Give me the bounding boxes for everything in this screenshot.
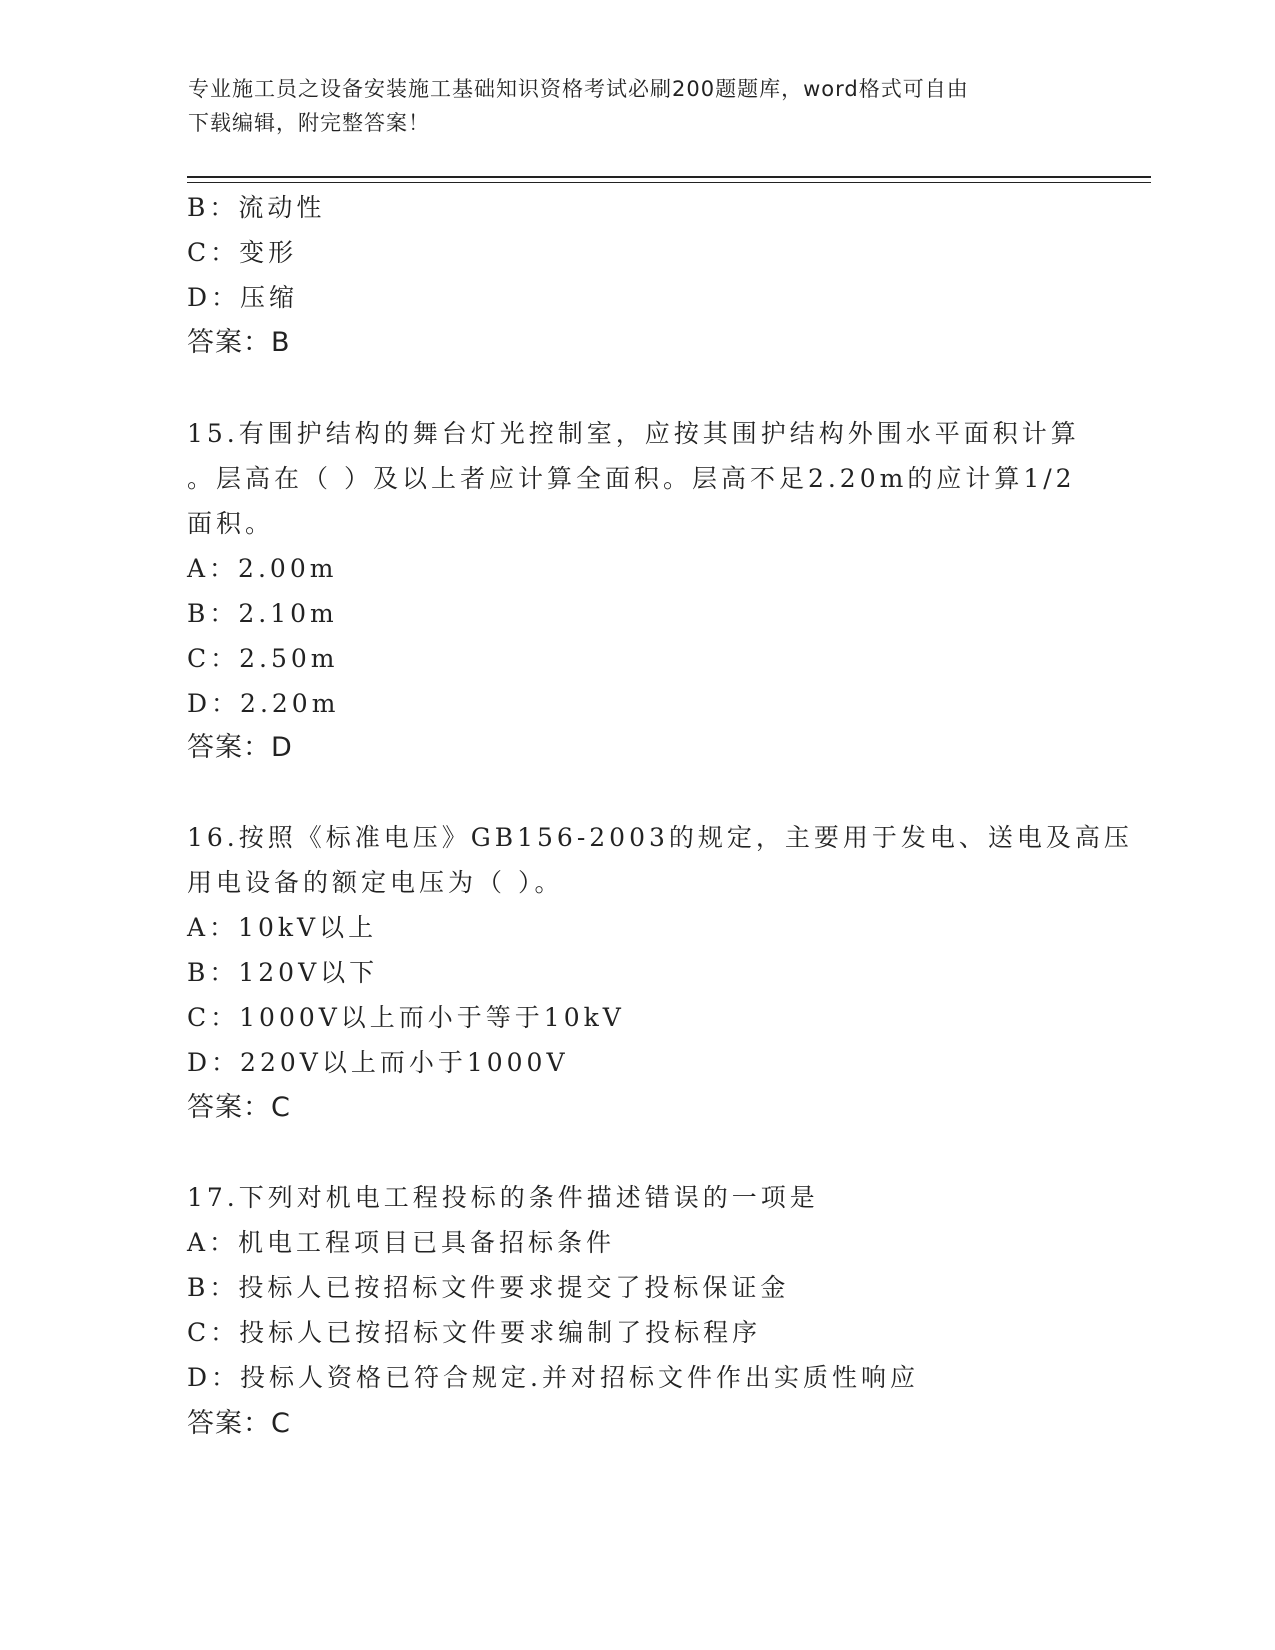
q15-stem-line-1: 15.有围护结构的舞台灯光控制室，应按其围护结构外围水平面积计算 [187, 419, 1080, 448]
q15-stem-line-2: 。层高在（ ）及以上者应计算全面积。层高不足2.20m的应计算1/2 [187, 464, 1076, 493]
q15-option-c: C：2.50m [187, 644, 339, 673]
q14-option-b: B：流动性 [187, 193, 326, 222]
q16-option-d: D：220V以上而小于1000V [187, 1048, 569, 1077]
q14-option-c: C：变形 [187, 238, 298, 267]
header-divider [187, 176, 1151, 178]
header-line-1: 专业施工员之设备安装施工基础知识资格考试必刷200题题库，word格式可自由 [188, 77, 969, 101]
q16-option-c: C：1000V以上而小于等于10kV [187, 1003, 625, 1032]
q17-option-d: D：投标人资格已符合规定.并对招标文件作出实质性响应 [187, 1363, 919, 1392]
q16-answer: 答案：C [187, 1092, 291, 1123]
q15-option-a: A：2.00m [187, 554, 338, 583]
q16-option-a: A：10kV以上 [187, 913, 378, 942]
q15-answer: 答案：D [187, 732, 293, 763]
q17-option-c: C：投标人已按招标文件要求编制了投标程序 [187, 1318, 762, 1347]
q14-answer: 答案：B [187, 327, 291, 358]
header-line-2: 下载编辑，附完整答案！ [188, 111, 430, 135]
q14-option-d: D：压缩 [187, 283, 299, 312]
q15-option-d: D：2.20m [187, 689, 340, 718]
q17-stem-line-1: 17.下列对机电工程投标的条件描述错误的一项是 [187, 1183, 819, 1212]
header-divider-thin [187, 182, 1151, 183]
q15-option-b: B：2.10m [187, 599, 338, 628]
q15-stem-line-3: 面积。 [187, 509, 275, 538]
q17-option-b: B：投标人已按招标文件要求提交了投标保证金 [187, 1273, 790, 1302]
page-header [188, 72, 1088, 140]
q16-stem-line-2: 用电设备的额定电压为（ ）。 [187, 868, 564, 897]
q17-option-a: A：机电工程项目已具备招标条件 [187, 1228, 616, 1257]
q17-answer: 答案：C [187, 1408, 291, 1439]
q16-option-b: B：120V以下 [187, 958, 379, 987]
q16-stem-line-1: 16.按照《标准电压》GB156-2003的规定，主要用于发电、送电及高压 [187, 823, 1133, 852]
